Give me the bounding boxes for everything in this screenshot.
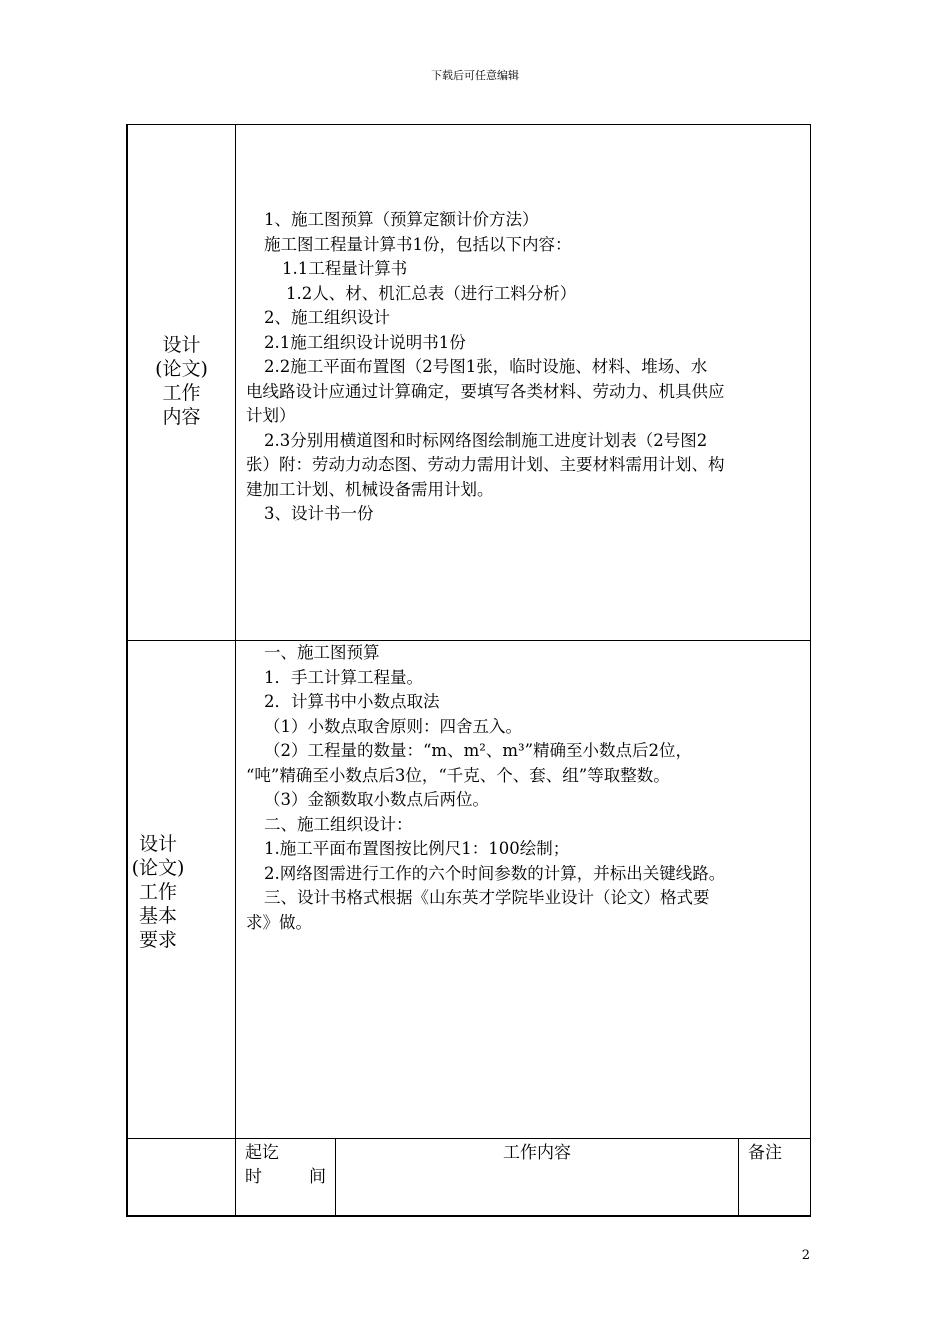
row-divider-2 bbox=[126, 1138, 811, 1139]
content-line: 1、施工图预算（预算定额计价方法） bbox=[264, 210, 539, 229]
label-line: (论文) bbox=[131, 857, 185, 879]
label-line: 内容 bbox=[162, 406, 201, 428]
content-line: 2.3分别用横道图和时标网络图绘制施工进度计划表（2号图2 bbox=[264, 430, 708, 450]
label-column-divider bbox=[235, 124, 236, 1216]
content-line: 求》做。 bbox=[246, 912, 312, 932]
label-line: 工作 bbox=[138, 881, 177, 903]
label-line: 要求 bbox=[138, 929, 177, 951]
content-row-text bbox=[246, 208, 725, 527]
content-line: 1．手工计算工程量。 bbox=[264, 667, 423, 687]
schedule-divider-remarks bbox=[738, 1138, 739, 1216]
form-table bbox=[126, 124, 811, 1216]
content-line: 1.施工平面布置图按比例尺1：100绘制； bbox=[264, 839, 570, 858]
header-note: 下载后可任意编辑 bbox=[431, 69, 519, 82]
content-line: 电线路设计应通过计算确定，要填写各类材料、劳动力、机具供应 bbox=[246, 381, 725, 401]
content-line: 1.1工程量计算书 bbox=[282, 259, 408, 278]
content-line: 建加工计划、机械设备需用计划。 bbox=[246, 479, 494, 499]
content-line: 张）附：劳动力动态图、劳动力需用计划、主要材料需用计划、构 bbox=[246, 455, 725, 474]
label-line: 设计 bbox=[138, 833, 177, 855]
time-label-bottom-b: 间 bbox=[309, 1167, 326, 1187]
content-line: 一、施工图预算 bbox=[264, 643, 380, 662]
work-content-header: 工作内容 bbox=[503, 1143, 571, 1163]
table-border-top bbox=[126, 124, 811, 125]
label-line: 设计 bbox=[162, 334, 201, 356]
content-line: 施工图工程量计算书1份，包括以下内容： bbox=[264, 234, 572, 254]
label-line: 工作 bbox=[162, 382, 201, 404]
content-line: 二、施工组织设计： bbox=[264, 814, 413, 834]
content-line: 2、施工组织设计 bbox=[264, 308, 390, 327]
content-line: （2）工程量的数量：“m、m²、m³”精确至小数点后2位， bbox=[264, 741, 693, 760]
label-line: (论文) bbox=[155, 358, 208, 380]
content-line: 1.2人、材、机汇总表（进行工料分析） bbox=[286, 283, 577, 303]
content-line: （3）金额数取小数点后两位。 bbox=[264, 790, 489, 809]
time-label-top: 起讫 bbox=[245, 1143, 279, 1163]
page-number: 2 bbox=[801, 1248, 810, 1263]
remarks-header: 备注 bbox=[748, 1143, 782, 1163]
time-label-bottom-a: 时 bbox=[245, 1167, 262, 1187]
content-line: 2.网络图需进行工作的六个时间参数的计算，并标出关键线路。 bbox=[264, 863, 726, 883]
content-line: 2．计算书中小数点取法 bbox=[264, 692, 440, 711]
table-border-right bbox=[810, 124, 811, 1216]
requirements-row-label bbox=[128, 832, 188, 952]
content-line: （1）小数点取舍原则：四舍五入。 bbox=[264, 716, 522, 736]
table-border-left bbox=[126, 124, 128, 1216]
content-line: 2.2施工平面布置图（2号图1张，临时设施、材料、堆场、水 bbox=[264, 357, 708, 376]
label-line: 基本 bbox=[138, 905, 177, 927]
requirements-row-text bbox=[246, 641, 725, 935]
content-line: 计划） bbox=[246, 406, 296, 425]
content-line: 三、设计书格式根据《山东英才学院毕业设计（论文）格式要 bbox=[264, 888, 710, 907]
content-line: 3、设计书一份 bbox=[264, 504, 374, 523]
table-border-bottom bbox=[126, 1215, 811, 1217]
content-line: 2.1施工组织设计说明书1份 bbox=[264, 332, 466, 352]
content-line: “吨”精确至小数点后3位，“千克、个、套、组”等取整数。 bbox=[246, 765, 670, 785]
content-row-label bbox=[134, 333, 229, 429]
